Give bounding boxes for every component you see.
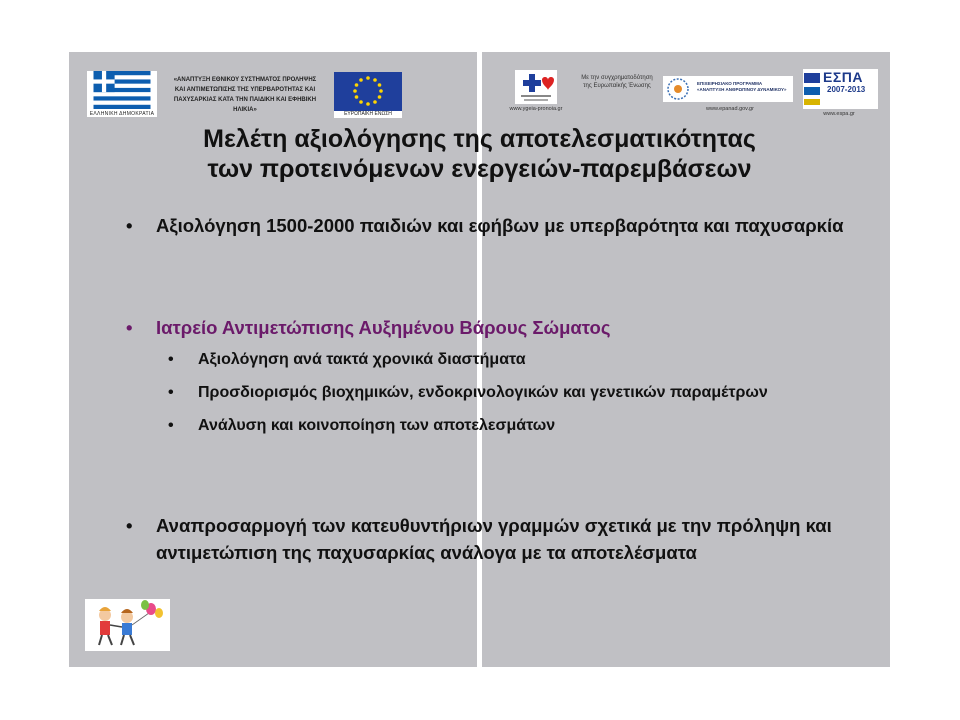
espa-years: 2007-2013 — [827, 85, 866, 94]
cofunding-text: Με την συγχρηματοδότηση της Ευρωπαϊκής Ένωσης — [581, 75, 653, 89]
bullet-text: Ιατρείο Αντιμετώπισης Αυξημένου Βάρους Σώματος — [156, 317, 611, 338]
espa-title: ΕΣΠΑ — [823, 69, 863, 85]
sub-bullet-dot: • — [168, 417, 174, 434]
sub-bullet-list — [168, 348, 828, 447]
sub-bullet-text: Προσδιορισμός βιοχημικών, ενδοκρινολογικών και γενετικών παραμέτρων — [198, 384, 768, 401]
bullet-3 — [126, 512, 846, 566]
program-title: «ΑΝΑΠΤΥΞΗ ΕΘΝΙΚΟΥ ΣΥΣΤΗΜΑΤΟΣ ΠΡΟΛΗΨΗΣ ΚΑΙ ΑΝΤΙΜΕΤΩΠΙΣΗΣ ΤΗΣ ΥΠΕΡΒΑΡΟΤΗΤΑΣ ΚΑΙ ΠΑΧΥΣΑΡΚΙΑΣ ΚΑΤΑ ΤΗΝ ΠΑΙΔΙΚΗ ΚΑΙ ΕΦΗΒΙΚΗ ΗΛΙΚΙΑ» — [173, 77, 317, 113]
sub-bullet-3 — [168, 414, 828, 438]
epanad-text: ΕΠΙΧΕΙΡΗΣΙΑΚΟ ΠΡΟΓΡΑΜΜΑ «ΑΝΑΠΤΥΞΗ ΑΝΘΡΩΠΙΝΟΥ ΔΥΝΑΜΙΚΟΥ» — [697, 81, 787, 92]
flag-caption: ΕΛΛΗΝΙΚΗ ΔΗΜΟΚΡΑΤΙΑ — [87, 111, 157, 117]
sub-bullet-dot: • — [168, 351, 174, 368]
epanad-logo — [663, 76, 793, 102]
epanad-url: www.epanad.gov.gr — [706, 106, 754, 112]
sub-bullet-1 — [168, 348, 828, 372]
bullet-dot: • — [126, 317, 133, 338]
slide-title — [69, 124, 890, 184]
sub-bullet-text: Αξιολόγηση ανά τακτά χρονικά διαστήματα — [198, 351, 526, 368]
sub-bullet-2 — [168, 381, 828, 405]
espa-url: www.espa.gr — [823, 111, 855, 117]
bullet-1 — [126, 212, 846, 239]
bullet-text: Αναπροσαρμογή των κατευθυντήριων γραμμών σχετικά με την πρόληψη και αντιμετώπιση της παχυσαρκίας ανάλογα με τα αποτελέσματα — [156, 515, 832, 563]
bullet-text: Αξιολόγηση 1500-2000 παιδιών και εφήβων με υπερβαρότητα και παχυσαρκία — [156, 215, 844, 236]
eu-caption: ΕΥΡΩΠΑΪΚΗ ΕΝΩΣΗ — [334, 111, 402, 118]
greek-flag-icon — [87, 71, 157, 116]
bullet-dot: • — [126, 515, 133, 536]
bullet-2 — [126, 314, 846, 341]
ministry-url: www.ygeia-pronoia.gr — [509, 106, 563, 112]
children-balloons-icon — [85, 599, 170, 651]
title-line-1: Μελέτη αξιολόγησης της αποτελεσματικότητας — [203, 125, 756, 153]
bullet-dot: • — [126, 215, 133, 236]
espa-flag-icon — [803, 69, 821, 109]
sub-bullet-text: Ανάλυση και κοινοποίηση των αποτελεσμάτων — [198, 417, 556, 434]
eu-flag-icon — [334, 72, 402, 117]
epanad-emblem-icon — [663, 76, 693, 102]
sub-bullet-dot: • — [168, 384, 174, 401]
ministry-health-icon — [515, 70, 557, 104]
title-line-2: των προτεινόμενων ενεργειών-παρεμβάσεων — [207, 155, 752, 183]
espa-logo — [803, 69, 878, 109]
